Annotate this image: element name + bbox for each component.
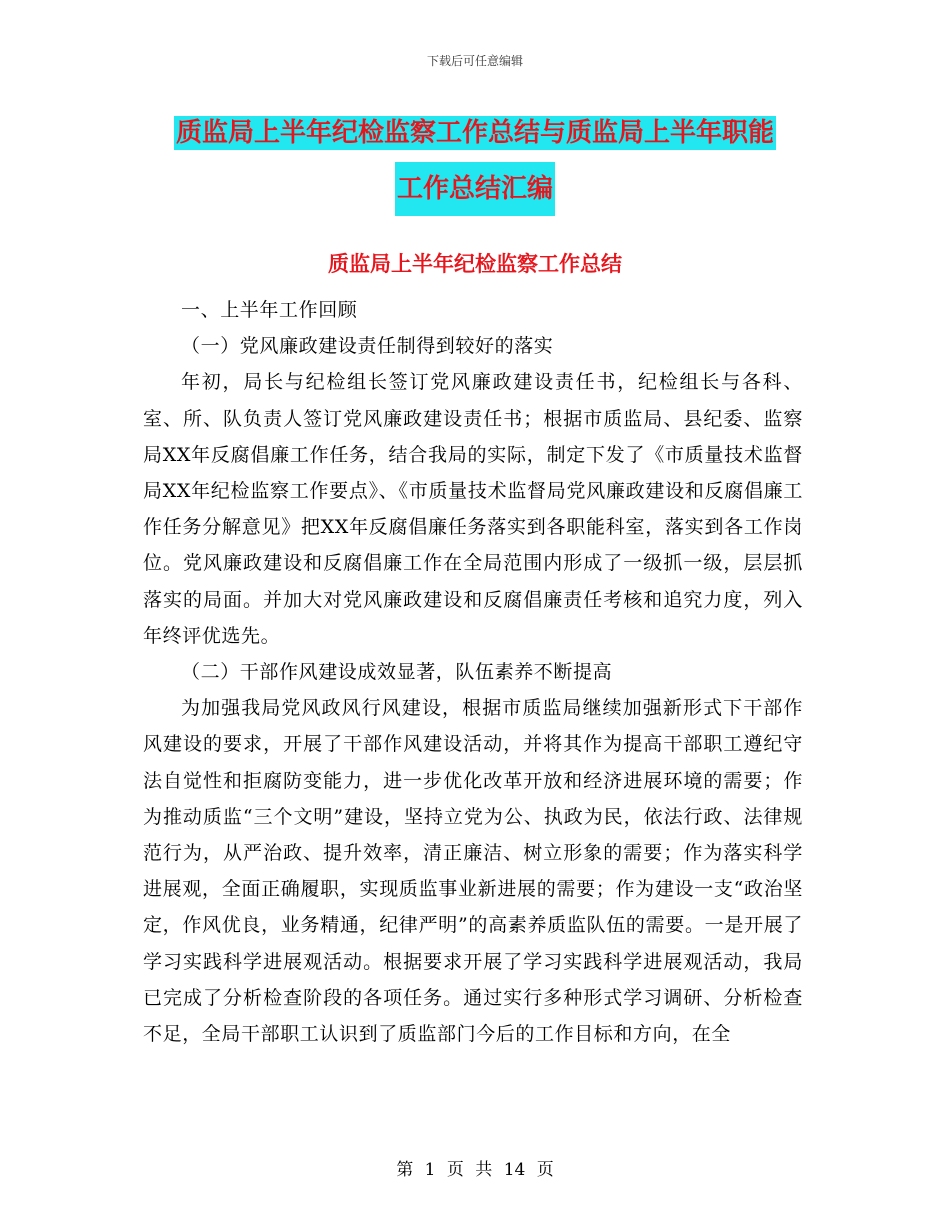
subsection-heading-2: （二）干部作风建设成效显著，队伍素养不断提高 bbox=[181, 661, 613, 684]
paragraph-2: 为加强我局党风政风行风建设，根据市质监局继续加强新形式下干部作风建设的要求，开展了干部作风建设活动，并将其作为提高干部职工遵纪守法自觉性和拒腐防变能力，进一步优化改革开放和经济进展环境的需要；作为推动质监“三个文明”建设，坚持立党为公、执政为民，依法行政、法律规范行为，从严治政、提升效率，清正廉洁、树立形象的需要；作为落实科学进展观，全面正确履职，实现质监事业新进展的需要；作为建设一支“政治坚定，作风优良，业务精通，纪律严明”的高素养质监队伍的需要。一是开展了学习实践科学进展观活动。根据要求开展了学习实践科学进展观活动，我局已完成了分析检查阶段的各项任务。通过实行多种形式学习调研、分析检查不足，全局干部职工认识到了质监部门今后的工作目标和方向，在全 bbox=[143, 697, 803, 1046]
section-heading-1: 一、上半年工作回顾 bbox=[181, 299, 358, 321]
page-number-footer: 第 1 页 共 14 页 bbox=[396, 1160, 554, 1180]
section-title: 质监局上半年纪检监察工作总结 bbox=[328, 252, 622, 276]
subsection-heading-1: （一）党风廉政建设责任制得到较好的落实 bbox=[181, 335, 554, 358]
document-body bbox=[143, 292, 803, 1052]
document-title-line-1: 质监局上半年纪检监察工作总结与质监局上半年职能 bbox=[175, 118, 774, 148]
page-header-note: 下载后可任意编辑 bbox=[426, 54, 523, 68]
document-title-line-2: 工作总结汇编 bbox=[395, 162, 555, 216]
paragraph-1: 年初，局长与纪检组长签订党风廉政建设责任书，纪检组长与各科、室、所、队负责人签订党风廉政建设责任书；根据市质监局、县纪委、监察局XX年反腐倡廉工作任务，结合我局的实际，制定下发了《市质量技术监督局XX年纪检监察工作要点》、《市质量技术监督局党风廉政建设和反腐倡廉工作任务分解意见》把XX年反腐倡廉任务落实到各职能科室，落实到各工作岗位。党风廉政建设和反腐倡廉工作在全局范围内形成了一级抓一级，层层抓落实的局面。并加大对党风廉政建设和反腐倡廉责任考核和追究力度，列入年终评优选先。 bbox=[143, 371, 803, 647]
document-title bbox=[0, 108, 950, 216]
